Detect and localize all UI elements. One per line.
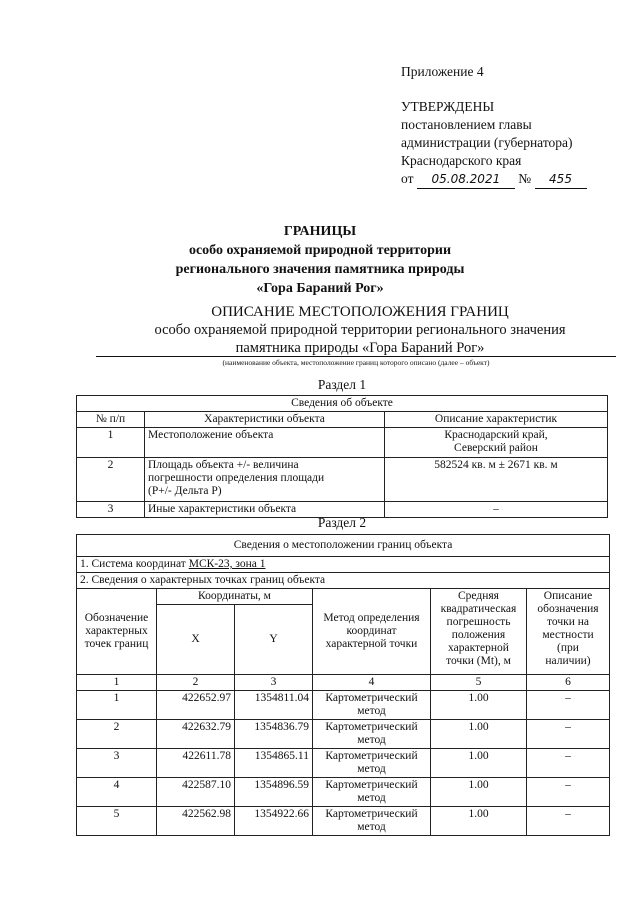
approval-number: 455 [535,170,587,189]
point-accuracy: 1.00 [431,778,527,807]
point-id: 3 [77,749,157,778]
point-description: – [527,778,610,807]
row-number: 1 [77,428,145,458]
column-number: 1 [77,675,157,691]
point-y: 1354811.04 [235,691,313,720]
point-x: 422632.79 [157,720,235,749]
point-method: Картометрический метод [313,691,431,720]
column-number: 3 [235,675,313,691]
boundary-table-title: Сведения о местоположении границ объекта [77,535,610,557]
header-number: № п/п [77,412,145,428]
point-id: 1 [77,691,157,720]
point-method: Картометрический метод [313,720,431,749]
row-description: – [385,502,608,518]
point-id: 4 [77,778,157,807]
point-accuracy: 1.00 [431,749,527,778]
approval-date: 05.08.2021 [417,170,515,189]
object-info-table [76,395,608,518]
title-line-1: ГРАНИЦЫ [283,224,357,239]
coordinate-system-prefix: 1. Система координат [80,558,189,570]
approval-line-3: Краснодарского края [401,153,522,168]
row-characteristic: Иные характеристики объекта [145,502,385,518]
object-info-table-title: Сведения об объекте [77,396,608,412]
description-line-1: ОПИСАНИЕ МЕСТОПОЛОЖЕНИЯ ГРАНИЦ [211,304,509,320]
point-accuracy: 1.00 [431,720,527,749]
approval-line-2: администрации (губернатора) [401,135,573,150]
point-x: 422562.98 [157,807,235,836]
header-accuracy: Средняя квадратическая погрешность положения характерной точки (Mt), м [431,589,527,675]
table-row [77,691,610,720]
header-designation: Обозначение характерных точек границ [77,589,157,675]
section-2-title: Раздел 2 [317,515,367,530]
heading-caption: (наименование объекта, местоположение границ которого описано (далее – объект) [222,358,490,367]
document-title [0,222,640,298]
table-row [77,807,610,836]
title-line-3: регионального значения памятника природы [175,262,465,277]
point-method: Картометрический метод [313,749,431,778]
row-number: 3 [77,502,145,518]
number-prefix: № [518,171,532,186]
row-characteristic: Местоположение объекта [145,428,385,458]
point-y: 1354896.59 [235,778,313,807]
header-method: Метод определения координат характерной точки [313,589,431,675]
point-method: Картометрический метод [313,807,431,836]
title-line-4: «Гора Бараний Рог» [256,281,384,296]
header-x: X [157,605,235,675]
point-x: 422611.78 [157,749,235,778]
date-prefix: от [401,171,414,186]
point-accuracy: 1.00 [431,691,527,720]
title-line-2: особо охраняемой природной территории [188,243,452,258]
point-x: 422587.10 [157,778,235,807]
point-y: 1354836.79 [235,720,313,749]
section-1-title: Раздел 1 [317,377,367,392]
column-number: 6 [527,675,610,691]
table-row [77,720,610,749]
coordinate-system-value: МСК-23, зона 1 [188,558,266,570]
point-description: – [527,807,610,836]
column-number: 4 [313,675,431,691]
approval-line-1: постановлением главы [401,117,532,132]
table-row [77,749,610,778]
header-coordinates: Координаты, м [157,589,313,605]
description-heading [60,303,640,357]
point-description: – [527,691,610,720]
annex-label: Приложение 4 [401,64,484,79]
column-number: 2 [157,675,235,691]
row-description: Краснодарский край, Северский район [385,428,608,458]
approved-label: УТВЕРЖДЕНЫ [401,99,495,114]
approval-date-line [401,170,587,189]
header-description: Описание характеристик [385,412,608,428]
point-y: 1354922.66 [235,807,313,836]
point-x: 422652.97 [157,691,235,720]
description-line-3: памятника природы «Гора Бараний Рог» [235,340,485,356]
point-description: – [527,749,610,778]
point-y: 1354865.11 [235,749,313,778]
boundary-points-table [76,534,610,836]
row-characteristic: Площадь объекта +/- величина погрешности определения площади (Р+/- Дельта Р) [145,458,385,502]
header-y: Y [235,605,313,675]
points-heading: 2. Сведения о характерных точках границ объекта [77,573,610,589]
description-line-2: особо охраняемой природной территории регионального значения [154,322,566,338]
coordinate-system [77,557,610,573]
header-characteristic: Характеристики объекта [145,412,385,428]
approval-block [401,63,587,189]
column-number: 5 [431,675,527,691]
header-point-description: Описание обозначения точки на местности (при наличии) [527,589,610,675]
point-accuracy: 1.00 [431,807,527,836]
table-row [77,778,610,807]
row-number: 2 [77,458,145,502]
heading-underline [96,356,616,357]
point-method: Картометрический метод [313,778,431,807]
point-description: – [527,720,610,749]
row-description: 582524 кв. м ± 2671 кв. м [385,458,608,502]
point-id: 5 [77,807,157,836]
point-id: 2 [77,720,157,749]
